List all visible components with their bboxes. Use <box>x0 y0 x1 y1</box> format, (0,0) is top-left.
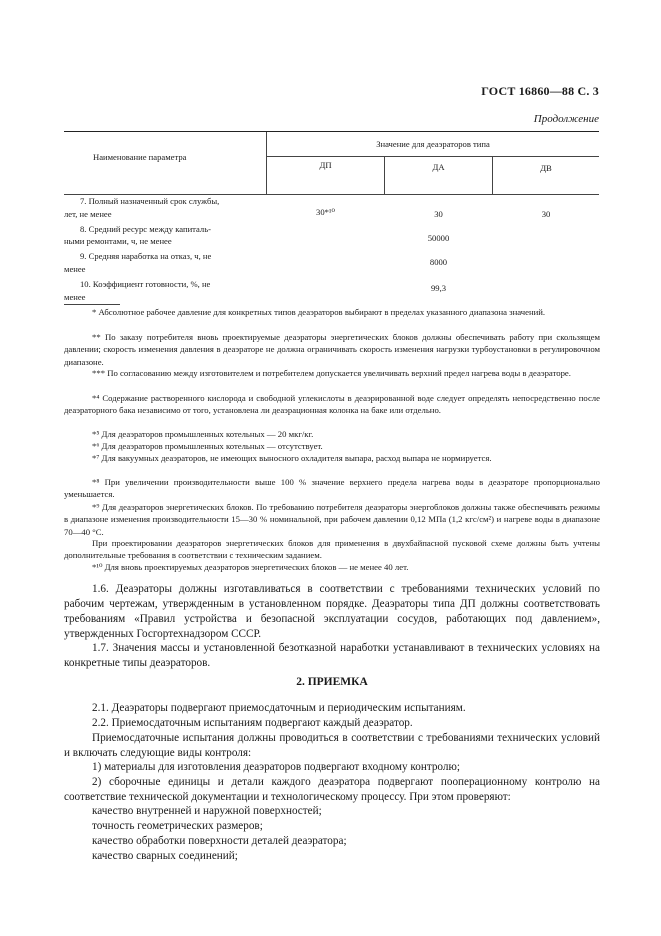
table-row-label: лет, не менее <box>64 209 112 219</box>
page-header: ГОСТ 16860—88 С. 3 <box>481 84 599 98</box>
check-item: точность геометрических размеров; <box>92 820 263 832</box>
footnote: *⁹ Для деаэраторов энергетических блоков. По требованию потребителя деаэраторы энергоблоков должны также обеспечивать режимы в диапазоне изменения производительности 15—30 % номинальной, при рабочем давлении 0,12 МПа (1,2 кгс/см²) и нагреве воды в диапазоне 70—40 °С. <box>64 502 600 537</box>
table-row-label: 9. Средняя наработка на отказ, ч, не <box>80 251 212 261</box>
paragraph: 2.2. Приемосдаточным испытаниям подвергают каждый деаэратор. <box>92 717 413 729</box>
footnote: * Абсолютное рабочее давление для конкретных типов деаэраторов выбирают в пределах указанного диапазона значений. <box>92 307 546 317</box>
table-row-label: 7. Полный назначенный срок службы, <box>80 196 220 206</box>
footnote: *⁴ Содержание растворенного кислорода и свободной углекислоты в деаэрированной воде следует определять непосредственно после деаэраторного бака независимо от того, установлена ли деаэрационная колонка на баке или отдельно. <box>64 393 600 416</box>
footnote: *⁵ Для деаэраторов промышленных котельных — 20 мкг/кг. <box>92 429 314 439</box>
table-row-label: менее <box>64 264 86 274</box>
footnote: *¹⁰ Для вновь проектируемых деаэраторов энергетических блоков — не менее 40 лет. <box>92 562 409 572</box>
continuation-label: Продолжение <box>533 113 599 125</box>
table-cell: 99,3 <box>430 283 447 293</box>
param-column-header: Наименование параметра <box>93 152 187 162</box>
type-dp-header: ДП <box>319 160 332 170</box>
table-cell: 30*¹⁰ <box>316 207 335 217</box>
table-cell: 50000 <box>427 233 450 243</box>
footnote: ** По заказу потребителя вновь проектируемые деаэраторы энергетических блоков должны обеспечивать работу при скользящем давлении; скорость изменения давления в деаэраторе не должна ограничивать скорость изменения нагрузки турбоустановки в регулировочном диапазоне. <box>64 332 600 367</box>
check-item: качество внутренней и наружной поверхностей; <box>92 805 322 817</box>
list-item: 2) сборочные единицы и детали каждого деаэратора подвергают пооперационному контролю на соответствие технической документации и технологическому процессу. При этом проверяют: <box>64 776 600 803</box>
check-item: качество сварных соединений; <box>92 850 238 862</box>
table-cell: 30 <box>541 209 551 219</box>
table-row-label: 8. Средний ресурс между капиталь- <box>80 224 211 234</box>
footnote: *⁸ При увеличении производительности выше 100 % значение верхнего предела нагрева воды в деаэраторе пропорционально уменьшается. <box>64 477 600 500</box>
table-subheader-rule <box>267 156 599 157</box>
footnote: *** По согласованию между изготовителем и потребителем допускается увеличивать верхний предел нагрева воды в деаэраторе. <box>92 368 571 378</box>
table-header-bottom-rule <box>64 194 599 195</box>
check-item: качество обработки поверхности деталей деаэратора; <box>92 835 347 847</box>
footnote: *⁶ Для деаэраторов промышленных котельных — отсутствует. <box>92 441 323 451</box>
table-cell: 30 <box>434 209 443 219</box>
table-top-rule <box>64 131 599 132</box>
table-row-label: 10. Коэффициент готовности, %, не <box>80 279 211 289</box>
footnote: *⁷ Для вакуумных деаэраторов, не имеющих выносного охладителя выпара, расход выпара не нормируется. <box>92 453 492 463</box>
section-title: 2. ПРИЕМКА <box>296 676 368 688</box>
type-dv-header: ДВ <box>540 163 552 173</box>
table-row-label: ными ремонтами, ч, не менее <box>64 236 172 246</box>
paragraph: Приемосдаточные испытания должны проводиться в соответствии с требованиями технических условий и включать следующие виды контроля: <box>64 732 600 759</box>
list-item: 1) материалы для изготовления деаэраторов подвергают входному контролю; <box>92 761 460 773</box>
footnote: При проектировании деаэраторов энергетических блоков для применения в двухбайпасной пусковой схеме должны быть учтены дополнительные требования в соответствии с техническим заданием. <box>64 538 600 561</box>
table-row-label: менее <box>64 292 86 302</box>
footnote-separator <box>64 304 120 305</box>
paragraph: 1.7. Значения массы и установленной безотказной наработки устанавливают в технических условиях на конкретные типы деаэраторов. <box>64 642 600 669</box>
paragraph: 1.6. Деаэраторы должны изготавливаться в соответствии с требованиями технических условий по рабочим чертежам, утвержденным в установленном порядке. Деаэраторы типа ДП должны соответствовать требованиям «Правил устройства и безопасной эксплуатации сосудов, работающих под давлением», утвержденных Госгортехнадзором СССР. <box>64 583 600 640</box>
type-da-header: ДА <box>432 162 445 172</box>
paragraph: 2.1. Деаэраторы подвергают приемосдаточным и периодическим испытаниям. <box>92 702 466 714</box>
table-cell: 8000 <box>429 257 448 267</box>
value-column-header: Значение для деаэраторов типа <box>376 139 490 149</box>
